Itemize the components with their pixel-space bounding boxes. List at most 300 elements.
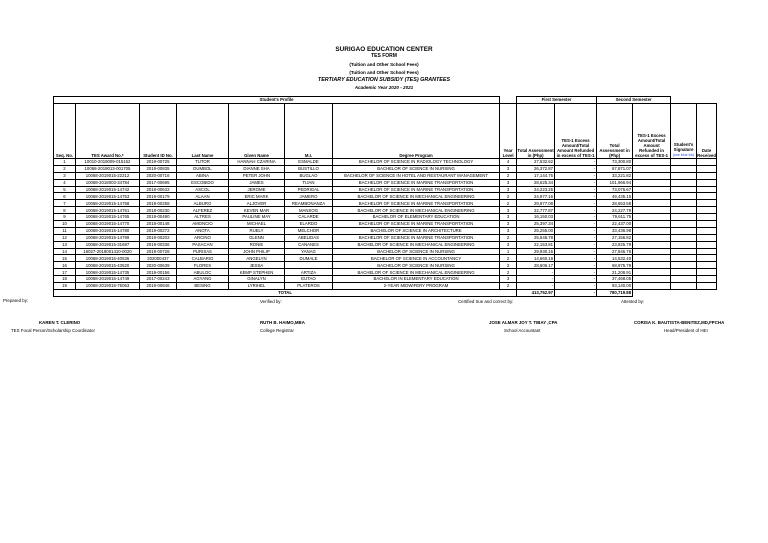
- cell-date-received: [697, 159, 717, 166]
- cell-student-id: 2019-00272: [140, 227, 177, 234]
- col-signature: [671, 104, 697, 159]
- cell-date-received: [697, 262, 717, 269]
- cell-mi: ELARDO: [285, 221, 333, 228]
- cell-seq: 18: [54, 276, 76, 283]
- table-row: [54, 193, 717, 200]
- signatory-accountant-title: School Accountant: [504, 328, 541, 333]
- cell-assessment-2: 27,846.76: [597, 248, 633, 255]
- total-row: [54, 289, 717, 296]
- table-row: [54, 214, 717, 221]
- cell-given-name: LYRIHEL: [229, 283, 285, 290]
- cell-degree: 2-YEAR MIDWIFERY PROGRAM: [333, 283, 500, 290]
- cell-date-received: [697, 283, 717, 290]
- cell-given-name: PETER JOHN: [229, 172, 285, 179]
- cell-date-received: [697, 200, 717, 207]
- total-label: TOTAL: [54, 289, 517, 296]
- table-row: [54, 186, 717, 193]
- cell-seq: 4: [54, 179, 76, 186]
- cell-given-name: JAMES: [229, 179, 285, 186]
- cell-degree: BACHELOR OF SCIENCE IN MECHANICAL ENGINEERING: [333, 207, 500, 214]
- cell-degree: BACHELOR OF SCIENCE IN MECHANICAL ENGINEERING: [333, 269, 500, 276]
- signature-note: (use blue ink): [672, 153, 695, 157]
- cell-date-received: [697, 221, 717, 228]
- cell-signature: [671, 159, 697, 166]
- cell-given-name: ANGELYN: [229, 255, 285, 262]
- cell-mi: MANSOG: [285, 207, 333, 214]
- col-student-id: Student ID No.: [140, 104, 177, 159]
- cell-assessment-2: 49,435.15: [597, 193, 633, 200]
- total-blank-cell: [697, 289, 717, 296]
- cell-assessment-2: 93,140.00: [597, 283, 633, 290]
- cell-last-name: ABINA: [177, 172, 229, 179]
- cell-excess-1: -: [555, 255, 597, 262]
- section-profile: Student's Profile: [54, 97, 500, 104]
- cell-award-no: 10068-2019015-31697: [76, 241, 140, 248]
- cell-assessment-1: 26,372.87: [517, 165, 555, 172]
- cell-award-no: 10068-2019015-14735: [76, 269, 140, 276]
- cell-seq: 1: [54, 159, 76, 166]
- cell-signature: [671, 276, 697, 283]
- section-second-semester: Second Semester: [597, 97, 671, 104]
- cell-last-name: ALBURO: [177, 200, 229, 207]
- total-excess-1: -: [555, 289, 597, 296]
- cell-excess-2: [633, 283, 671, 290]
- cell-signature: [671, 186, 697, 193]
- col-seq: Seq. No.: [54, 104, 76, 159]
- cell-student-id: 2019-00156: [140, 269, 177, 276]
- signatory-coordinator-name: KAREN T. CLERINO: [39, 320, 81, 325]
- cell-degree: BACHELOR OF SCIENCE IN NURSING: [333, 262, 500, 269]
- cell-degree: BACHELOR IN ELEMENTARY EDUCATION: [333, 276, 500, 283]
- cell-given-name: JEROME: [229, 186, 285, 193]
- cell-date-received: [697, 269, 717, 276]
- cell-degree: BACHELOR OF SCIENCE IN ARCHITECTURE: [333, 227, 500, 234]
- cell-degree: BACHELOR OF SCIENCE IN MECHANICAL ENGINEERING: [333, 193, 500, 200]
- grantees-table: [53, 96, 717, 297]
- col-level: Year Level: [500, 104, 517, 159]
- cell-degree: BACHELOR OF SCIENCE IN MECHANICAL ENGINEERING: [333, 241, 500, 248]
- cell-award-no: 10068-2019015-14761: [76, 207, 140, 214]
- table-row: [54, 200, 717, 207]
- table-row: [54, 165, 717, 172]
- cell-assessment-1: 25,646.78: [517, 234, 555, 241]
- cell-assessment-2: 37,468.05: [597, 276, 633, 283]
- cell-assessment-1: 24,223.25: [517, 186, 555, 193]
- cell-award-no: 10068-2019015-22212: [76, 172, 140, 179]
- table-row: [54, 227, 717, 234]
- certified-label: Certified true and correct by:: [458, 299, 514, 304]
- verified-label: Verified by:: [260, 299, 282, 304]
- total-assessment-1: 413,752.97: [517, 289, 555, 296]
- cell-year-level: 2: [500, 234, 517, 241]
- signatory-registrar-name: RUTH B. HAIMO,MBA: [260, 320, 305, 325]
- cell-assessment-2: 28,653.58: [597, 200, 633, 207]
- cell-seq: 3: [54, 172, 76, 179]
- cell-signature: [671, 248, 697, 255]
- table-row: [54, 221, 717, 228]
- cell-student-id: 2019-00728: [140, 248, 177, 255]
- cell-degree: BACHELOR OF SCIENCE IN RADIOLOGY TECHNOLOGY: [333, 159, 500, 166]
- cell-year-level: 3: [500, 241, 517, 248]
- cell-signature: [671, 179, 697, 186]
- table-row: [54, 276, 717, 283]
- cell-excess-2: [633, 186, 671, 193]
- cell-degree: BACHELOR OF SCIENCE IN MARINE TRANSPORTATION: [333, 234, 500, 241]
- cell-student-id: 2019-00179: [140, 193, 177, 200]
- attested-label: Attested by:: [621, 299, 645, 304]
- section-header-row: [54, 97, 717, 104]
- cell-date-received: [697, 241, 717, 248]
- cell-signature: [671, 269, 697, 276]
- cell-excess-2: [633, 200, 671, 207]
- cell-assessment-1: 24,977.16: [517, 193, 555, 200]
- cell-degree: BACHELOR OF SCIENCE IN MARINE TRANSPORTATION: [333, 200, 500, 207]
- cell-seq: 12: [54, 234, 76, 241]
- cell-last-name: AGYANG: [177, 276, 229, 283]
- cell-year-level: 2: [500, 262, 517, 269]
- cell-mi: EUTAO: [285, 276, 333, 283]
- col-degree: Degree Program: [333, 104, 500, 159]
- cell-assessment-2: 101,966.94: [597, 179, 633, 186]
- table-row: [54, 172, 717, 179]
- cell-excess-2: [633, 262, 671, 269]
- cell-assessment-2: 14,532.40: [597, 255, 633, 262]
- fees-subtitle: (Tuition and Other School Fees): [349, 62, 419, 67]
- cell-year-level: 3: [500, 214, 517, 221]
- cell-award-no: 10068-2019013-001705: [76, 165, 140, 172]
- cell-student-id: 2017-00243: [140, 276, 177, 283]
- cell-year-level: 2: [500, 200, 517, 207]
- cell-excess-1: -: [555, 227, 597, 234]
- section-first-semester: First Semester: [517, 97, 597, 104]
- cell-last-name: ARCINO: [177, 234, 229, 241]
- cell-date-received: [697, 276, 717, 283]
- cell-excess-2: [633, 276, 671, 283]
- cell-last-name: DUMBOL: [177, 165, 229, 172]
- cell-student-id: 2018-00230: [140, 207, 177, 214]
- fees-subtitle-2: (Tuition and Other School Fees): [349, 70, 419, 75]
- cell-given-name: MICHAEL: [229, 221, 285, 228]
- cell-given-name: JOHN PHILIP: [229, 248, 285, 255]
- cell-student-id: 2019-00336: [140, 241, 177, 248]
- cell-seq: 10: [54, 221, 76, 228]
- signatory-coordinator-title: TES Focal Person/Scholarship Coordinator: [11, 328, 95, 333]
- cell-seq: 16: [54, 262, 76, 269]
- cell-student-id: 202000437: [140, 255, 177, 262]
- cell-student-id: 2019-00846: [140, 283, 177, 290]
- cell-signature: [671, 193, 697, 200]
- cell-last-name: PASACAN: [177, 241, 229, 248]
- cell-mi: BUGLAO: [285, 172, 333, 179]
- col-date-received: Date Received: [697, 104, 717, 159]
- cell-mi: CALARDE: [285, 214, 333, 221]
- cell-year-level: 3: [500, 179, 517, 186]
- cell-student-id: 2019-00725: [140, 159, 177, 166]
- total-blank-cell: [633, 289, 671, 296]
- cell-excess-2: [633, 234, 671, 241]
- cell-degree: BACHELOR OF SCIENCE IN MARINE TRANSPORTATION: [333, 186, 500, 193]
- cell-last-name: PURISAS: [177, 248, 229, 255]
- cell-assessment-1: 22,777.87: [517, 207, 555, 214]
- cell-excess-1: -: [555, 276, 597, 283]
- cell-date-received: [697, 248, 717, 255]
- col-mi: M.I.: [285, 104, 333, 159]
- cell-student-id: 2019-00202: [140, 234, 177, 241]
- col-last-name: Last Name: [177, 104, 229, 159]
- col-excess-1: TES-1 Excess Amount/Total Amount Refunded in excess of TES-1: [555, 104, 597, 159]
- cell-signature: [671, 165, 697, 172]
- cell-excess-1: -: [555, 207, 597, 214]
- cell-assessment-1: 16,150.03: [517, 214, 555, 221]
- cell-given-name: ERIC MARK: [229, 193, 285, 200]
- cell-last-name: ALTRES: [177, 214, 229, 221]
- cell-degree: BACHELOR OF SCIENCE IN HOTEL AND RESTAURANT MANAGEMENT: [333, 172, 500, 179]
- cell-excess-2: [633, 227, 671, 234]
- cell-assessment-2: 21,208.91: [597, 269, 633, 276]
- total-blank-cell: [671, 289, 697, 296]
- cell-award-no: 16027-2019001410-0020: [76, 248, 140, 255]
- cell-signature: [671, 255, 697, 262]
- cell-excess-2: [633, 221, 671, 228]
- cell-assessment-2: 27,156.82: [597, 234, 633, 241]
- cell-year-level: 2: [500, 172, 517, 179]
- cell-assessment-2: 23,825.79: [597, 241, 633, 248]
- cell-seq: 15: [54, 255, 76, 262]
- cell-excess-1: -: [555, 165, 597, 172]
- cell-student-id: 2019-00835: [140, 165, 177, 172]
- cell-mi: ESMALDE: [285, 159, 333, 166]
- cell-date-received: [697, 207, 717, 214]
- cell-given-name: ALJOVER: [229, 200, 285, 207]
- cell-year-level: 3: [500, 207, 517, 214]
- cell-assessment-1: 22,153.81: [517, 241, 555, 248]
- cell-excess-1: -: [555, 283, 597, 290]
- cell-mi: TIJAN: [285, 179, 333, 186]
- cell-given-name: KEVEN MAR: [229, 207, 285, 214]
- cell-mi: DUMALE: [285, 255, 333, 262]
- cell-award-no: 10068-2019015-75063: [76, 283, 140, 290]
- cell-assessment-2: 33,436.98: [597, 227, 633, 234]
- cell-year-level: 3: [500, 276, 517, 283]
- cell-excess-2: [633, 255, 671, 262]
- cell-award-no: 10068-2019015-14799: [76, 234, 140, 241]
- table-row: [54, 207, 717, 214]
- table-row: [54, 241, 717, 248]
- cell-mi: [285, 262, 333, 269]
- cell-year-level: 3: [500, 165, 517, 172]
- cell-given-name: GINALYN: [229, 276, 285, 283]
- cell-excess-2: [633, 179, 671, 186]
- cell-assessment-2: 68,975.79: [597, 262, 633, 269]
- cell-last-name: CALBARIO: [177, 255, 229, 262]
- cell-assessment-1: -: [517, 283, 555, 290]
- cell-seq: 9: [54, 214, 76, 221]
- cell-assessment-1: 25,255.00: [517, 227, 555, 234]
- cell-year-level: 2: [500, 193, 517, 200]
- cell-date-received: [697, 193, 717, 200]
- table-row: [54, 159, 717, 166]
- cell-excess-1: -: [555, 248, 597, 255]
- cell-excess-2: [633, 269, 671, 276]
- cell-given-name: DIANNE SHA: [229, 165, 285, 172]
- cell-signature: [671, 214, 697, 221]
- cell-signature: [671, 227, 697, 234]
- cell-signature: [671, 241, 697, 248]
- cell-year-level: 3: [500, 227, 517, 234]
- cell-award-no: 10068-2019015-14758: [76, 200, 140, 207]
- col-assessment-2: Total Assessment in (Php): [597, 104, 633, 159]
- cell-excess-2: [633, 172, 671, 179]
- cell-seq: 7: [54, 200, 76, 207]
- cell-award-no: 10068-2019015-14780: [76, 227, 140, 234]
- table-row: [54, 269, 717, 276]
- cell-award-no: 10068-2019015-14765: [76, 214, 140, 221]
- cell-year-level: 3: [500, 186, 517, 193]
- cell-excess-1: -: [555, 241, 597, 248]
- table-row: [54, 248, 717, 255]
- cell-assessment-1: 29,930.15: [517, 248, 555, 255]
- cell-given-name: HANNAH CZARINA: [229, 159, 285, 166]
- cell-year-level: 2: [500, 269, 517, 276]
- cell-excess-1: -: [555, 179, 597, 186]
- cell-date-received: [697, 234, 717, 241]
- cell-given-name: KEMP STEPHEN: [229, 269, 285, 276]
- cell-mi: YANAG: [285, 248, 333, 255]
- table-row: [54, 255, 717, 262]
- cell-mi: PLATEROS: [285, 283, 333, 290]
- cell-seq: 14: [54, 248, 76, 255]
- cell-seq: 11: [54, 227, 76, 234]
- total-assessment-2: 780,719.88: [597, 289, 633, 296]
- table-row: [54, 179, 717, 186]
- form-title: TES FORM: [371, 53, 397, 59]
- cell-excess-1: -: [555, 159, 597, 166]
- cell-assessment-1: 27,532.62: [517, 159, 555, 166]
- cell-seq: 19: [54, 283, 76, 290]
- cell-year-level: 2: [500, 283, 517, 290]
- cell-given-name: RUELY: [229, 227, 285, 234]
- cell-given-name: RONIE: [229, 241, 285, 248]
- cell-seq: 17: [54, 269, 76, 276]
- cell-award-no: 10068-2019015-14742: [76, 186, 140, 193]
- cell-assessment-2: 73,300.80: [597, 159, 633, 166]
- cell-degree: BACHELOR OF SCIENCE IN ACCOUNTANCY: [333, 255, 500, 262]
- cell-last-name: ESCOBIDO: [177, 179, 229, 186]
- cell-assessment-2: 79,611.75: [597, 214, 633, 221]
- signatory-registrar-title: College Registrar: [260, 328, 294, 333]
- cell-last-name: TUTOR: [177, 159, 229, 166]
- cell-degree: BACHELOR OF SCIENCE IN MARINE TRANSPORTATION: [333, 179, 500, 186]
- cell-assessment-1: 17,144.75: [517, 172, 555, 179]
- cell-excess-2: [633, 207, 671, 214]
- cell-student-id: 2017-00695: [140, 179, 177, 186]
- cell-signature: [671, 283, 697, 290]
- cell-excess-2: [633, 241, 671, 248]
- cell-assessment-2: 24,227.79: [597, 207, 633, 214]
- cell-award-no: 10068-2019015-14770: [76, 221, 140, 228]
- cell-year-level: 4: [500, 159, 517, 166]
- cell-student-id: 2020-00716: [140, 172, 177, 179]
- cell-last-name: AMONCIO: [177, 221, 229, 228]
- cell-signature: [671, 262, 697, 269]
- cell-year-level: 3: [500, 221, 517, 228]
- cell-assessment-1: 29,977.08: [517, 200, 555, 207]
- cell-date-received: [697, 179, 717, 186]
- cell-year-level: 2: [500, 255, 517, 262]
- cell-award-no: 10010-2019009-015152: [76, 159, 140, 166]
- cell-award-no: 10068-2019015-14749: [76, 276, 140, 283]
- signatory-president-title: Head/President of HEI: [664, 328, 708, 333]
- cell-assessment-1: 28,625.34: [517, 179, 555, 186]
- cell-degree: BACHELOR OF SCIENCE IN MARINE TRANSPORTATION: [333, 221, 500, 228]
- cell-last-name: FLORES: [177, 262, 229, 269]
- academic-year: Academic Year 2020 - 2021: [354, 85, 414, 90]
- cell-excess-1: -: [555, 221, 597, 228]
- cell-last-name: ABULOC: [177, 269, 229, 276]
- cell-excess-1: -: [555, 269, 597, 276]
- cell-excess-1: -: [555, 186, 597, 193]
- cell-excess-2: [633, 165, 671, 172]
- cell-seq: 8: [54, 207, 76, 214]
- cell-last-name: BESING: [177, 283, 229, 290]
- cell-assessment-2: 67,871.07: [597, 165, 633, 172]
- cell-date-received: [697, 255, 717, 262]
- cell-student-id: 2018-00148: [140, 221, 177, 228]
- cell-excess-1: -: [555, 172, 597, 179]
- cell-student-id: 2019-00490: [140, 214, 177, 221]
- cell-assessment-2: 73,075.67: [597, 186, 633, 193]
- cell-assessment-1: -: [517, 276, 555, 283]
- cell-assessment-1: -: [517, 269, 555, 276]
- cell-mi: PEDRIGAL: [285, 186, 333, 193]
- cell-excess-1: -: [555, 262, 597, 269]
- cell-last-name: ASCOL: [177, 186, 229, 193]
- cell-seq: 6: [54, 193, 76, 200]
- cell-signature: [671, 172, 697, 179]
- cell-excess-2: [633, 193, 671, 200]
- cell-student-id: 2019-00258: [140, 200, 177, 207]
- cell-assessment-2: 33,221.82: [597, 172, 633, 179]
- cell-excess-2: [633, 159, 671, 166]
- cell-mi: CANANES: [285, 241, 333, 248]
- cell-signature: [671, 200, 697, 207]
- cell-excess-1: -: [555, 193, 597, 200]
- cell-mi: REAMBONANZA: [285, 200, 333, 207]
- cell-award-no: 10068-2019015-14753: [76, 193, 140, 200]
- cell-given-name: JESSA: [229, 262, 285, 269]
- cell-given-name: GLENN: [229, 234, 285, 241]
- cell-seq: 13: [54, 241, 76, 248]
- col-award: TES Award No.*: [76, 104, 140, 159]
- cell-last-name: ANOTA: [177, 227, 229, 234]
- cell-signature: [671, 234, 697, 241]
- col-assessment-1: Total Assessment in (Php): [517, 104, 555, 159]
- cell-mi: ABELIDAS: [285, 234, 333, 241]
- cell-assessment-1: 25,397.34: [517, 221, 555, 228]
- column-header-row: [54, 104, 717, 159]
- cell-award-no: 10068-2018003-34784: [76, 179, 140, 186]
- signatory-accountant-name: JOSE ALMAR JOY T. TIBAY ,CPA: [489, 320, 558, 325]
- cell-mi: JAMERO: [285, 193, 333, 200]
- cell-degree: BACHELOR OF SCIENCE IN NURSING: [333, 248, 500, 255]
- cell-date-received: [697, 186, 717, 193]
- cell-assessment-1: 28,606.17: [517, 262, 555, 269]
- cell-excess-1: -: [555, 214, 597, 221]
- signatory-president-name: CORISA K. BAUTISTA-BENITEZ,MD,FPCHA: [634, 320, 725, 325]
- cell-student-id: 2018-00632: [140, 186, 177, 193]
- cell-excess-1: -: [555, 200, 597, 207]
- signature-label: Student's Signature: [673, 142, 694, 152]
